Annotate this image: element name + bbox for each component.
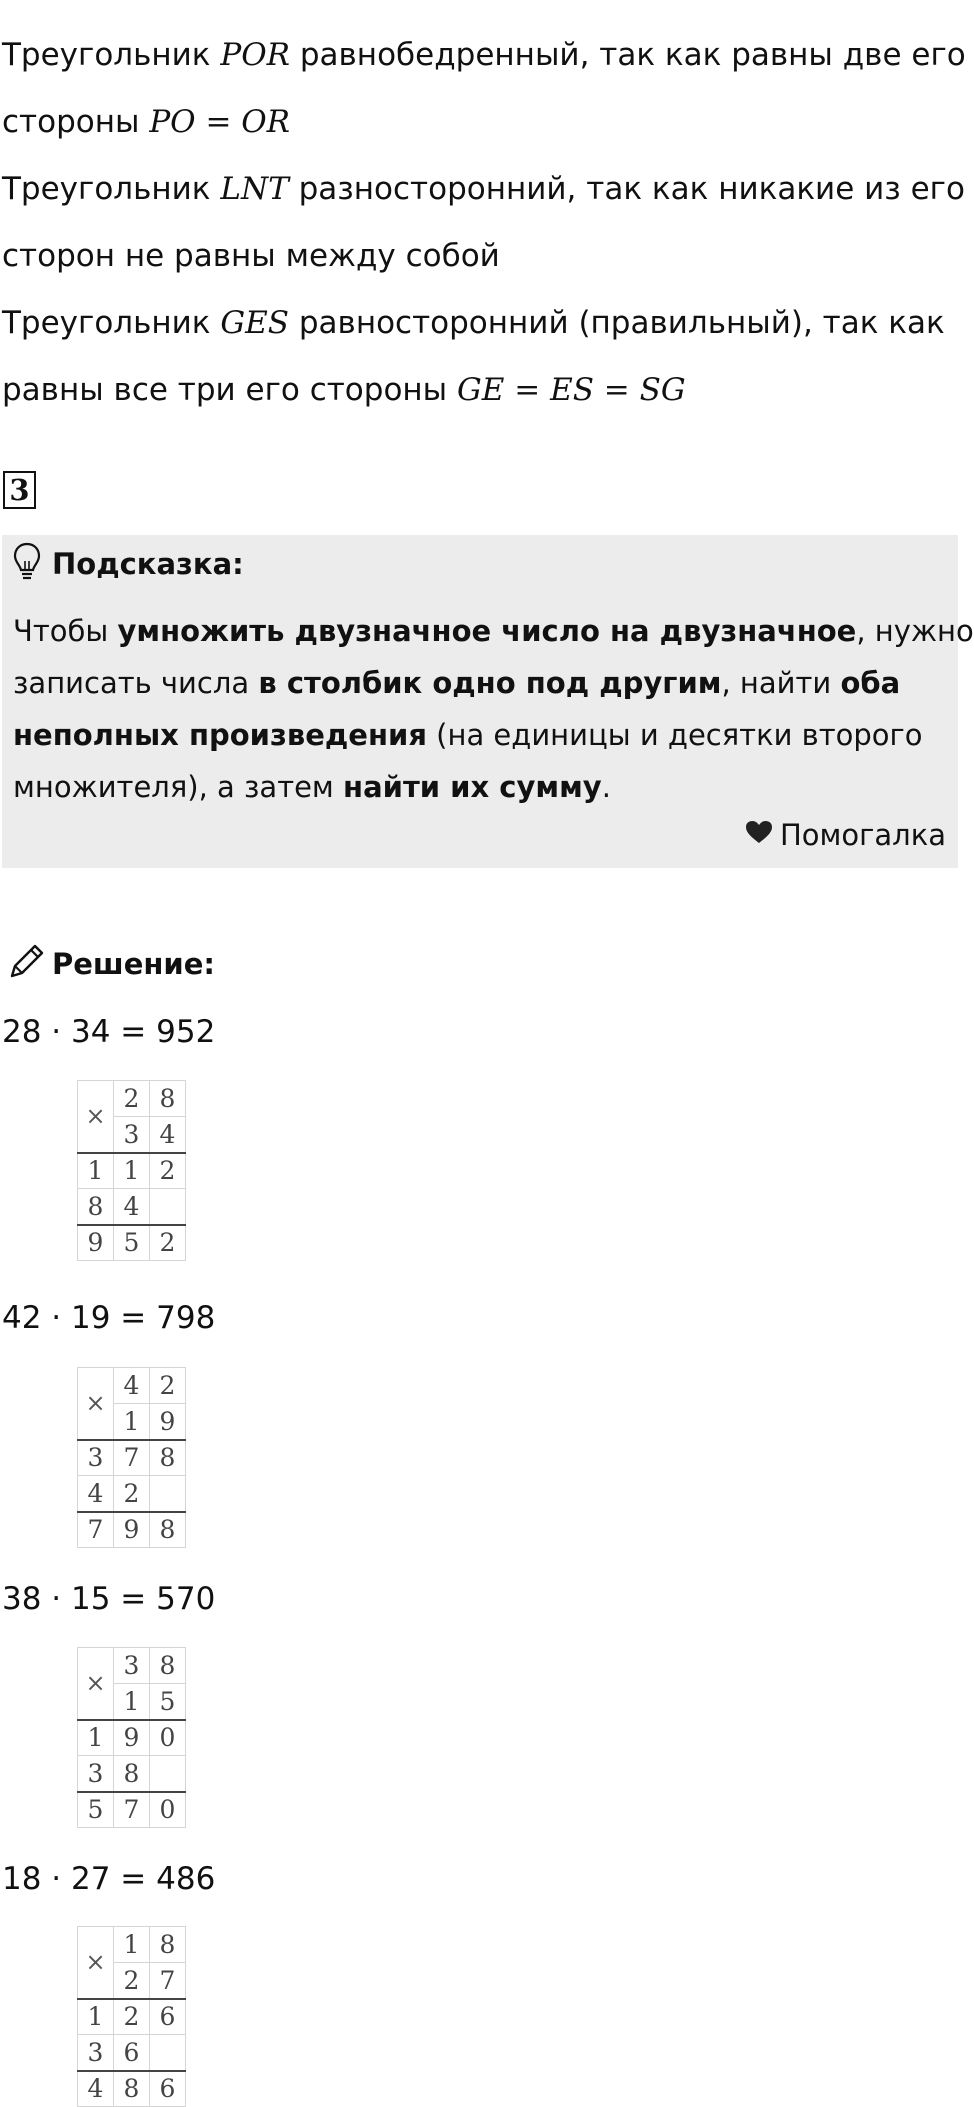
text: (на единицы и десятки второго: [426, 718, 923, 752]
digit-cell: [150, 1756, 186, 1792]
lightbulb-icon: [12, 541, 42, 587]
digit-cell: 8: [150, 1081, 186, 1117]
digit-cell: 9: [78, 1225, 114, 1261]
text: разносторонний, так как никакие из его: [288, 171, 965, 207]
equation: 28 · 34 = 952: [2, 1014, 216, 1050]
digit-cell: 2: [150, 1368, 186, 1404]
bold-text: умножить двузначное число на двузначное: [117, 614, 857, 648]
times-sign: ×: [78, 1648, 114, 1720]
digit-cell: 1: [114, 1404, 150, 1440]
digit-cell: 4: [114, 1368, 150, 1404]
text: .: [601, 770, 611, 804]
triangle-ges-line2: [2, 357, 952, 424]
multiplication-table: [77, 1080, 186, 1261]
digit-cell: 1: [114, 1684, 150, 1720]
pomogalka-label: Помогалка: [780, 818, 946, 852]
digit-cell: 4: [78, 1476, 114, 1512]
digit-cell: 6: [150, 2071, 186, 2107]
text: множителя), а затем: [13, 770, 344, 804]
digit-cell: 2: [114, 1081, 150, 1117]
digit-cell: 5: [78, 1792, 114, 1828]
multiplication-table: [77, 1647, 186, 1828]
bold-text: оба: [840, 666, 901, 700]
digit-cell: 1: [114, 1153, 150, 1189]
solution-header: [6, 942, 215, 986]
text: сторон не равны между собой: [2, 238, 500, 274]
digit-cell: 8: [114, 1756, 150, 1792]
digit-cell: 1: [78, 1153, 114, 1189]
triangle-name: LNT: [220, 171, 289, 207]
digit-cell: 5: [114, 1225, 150, 1261]
times-sign: ×: [78, 1927, 114, 1999]
pencil-icon: [6, 942, 46, 986]
digit-cell: 8: [150, 1512, 186, 1548]
digit-cell: 7: [114, 1440, 150, 1476]
times-sign: ×: [78, 1081, 114, 1153]
digit-cell: [150, 1476, 186, 1512]
bold-text: в столбик одно под другим: [258, 666, 722, 700]
digit-cell: 0: [150, 1720, 186, 1756]
digit-cell: [150, 2035, 186, 2071]
text: , нужно: [856, 614, 974, 648]
digit-cell: 2: [150, 1153, 186, 1189]
math-expression: GE = ES = SG: [457, 372, 686, 408]
triangle-ges-line1: [2, 290, 952, 357]
triangle-por-line2: [2, 89, 952, 156]
triangle-descriptions: [2, 22, 966, 424]
text: , найти: [721, 666, 841, 700]
text: равносторонний (правильный), так как: [289, 305, 945, 341]
text: Треугольник: [2, 171, 221, 207]
triangle-lnt-line1: [2, 156, 965, 223]
digit-cell: 2: [114, 1999, 150, 2035]
equation: 18 · 27 = 486: [2, 1861, 216, 1897]
triangle-name: GES: [220, 305, 290, 341]
digit-cell: 1: [114, 1927, 150, 1963]
text: стороны: [2, 104, 150, 140]
digit-cell: 3: [78, 1756, 114, 1792]
text: Треугольник: [2, 305, 221, 341]
text: Чтобы: [13, 614, 118, 648]
digit-cell: 7: [114, 1792, 150, 1828]
digit-cell: 6: [114, 2035, 150, 2071]
text: записать числа: [13, 666, 259, 700]
digit-cell: 9: [150, 1404, 186, 1440]
digit-cell: 5: [150, 1684, 186, 1720]
text: равны все три его стороны: [2, 372, 458, 408]
hint-header: [12, 541, 244, 587]
digit-cell: 8: [150, 1648, 186, 1684]
digit-cell: 9: [114, 1720, 150, 1756]
bold-text: найти их сумму: [343, 770, 602, 804]
digit-cell: 8: [78, 1189, 114, 1225]
digit-cell: 8: [150, 1440, 186, 1476]
triangle-lnt-line2: [2, 223, 952, 290]
digit-cell: 3: [114, 1117, 150, 1153]
digit-cell: 2: [114, 1963, 150, 1999]
digit-cell: 2: [150, 1225, 186, 1261]
digit-cell: 8: [114, 2071, 150, 2107]
digit-cell: 6: [150, 1999, 186, 2035]
triangle-por-line1: [2, 22, 966, 89]
equation: 38 · 15 = 570: [2, 1581, 216, 1617]
pomogalka-link[interactable]: [744, 818, 946, 852]
math-expression: PO = OR: [149, 104, 291, 140]
multiplication-table: [77, 1367, 186, 1548]
digit-cell: 3: [78, 1440, 114, 1476]
triangle-name: POR: [220, 37, 290, 73]
digit-cell: 7: [78, 1512, 114, 1548]
digit-cell: 9: [114, 1512, 150, 1548]
task-number: 3: [3, 471, 36, 509]
text: равнобедренный, так как равны две его: [290, 37, 966, 73]
solution-title: Решение:: [52, 947, 216, 981]
digit-cell: 4: [150, 1117, 186, 1153]
digit-cell: 8: [150, 1927, 186, 1963]
digit-cell: 4: [78, 2071, 114, 2107]
digit-cell: 7: [150, 1963, 186, 1999]
bold-text: неполных произведения: [13, 718, 427, 752]
digit-cell: 3: [114, 1648, 150, 1684]
digit-cell: 0: [150, 1792, 186, 1828]
hint-title: Подсказка:: [52, 547, 244, 581]
equation: 42 · 19 = 798: [2, 1300, 216, 1336]
hint-box: [2, 535, 974, 868]
hint-text: [13, 605, 974, 813]
digit-cell: 4: [114, 1189, 150, 1225]
times-sign: ×: [78, 1368, 114, 1440]
digit-cell: 2: [114, 1476, 150, 1512]
digit-cell: 1: [78, 1720, 114, 1756]
multiplication-table: [77, 1926, 186, 2107]
digit-cell: 3: [78, 2035, 114, 2071]
digit-cell: [150, 1189, 186, 1225]
heart-icon: [744, 818, 774, 852]
digit-cell: 1: [78, 1999, 114, 2035]
text: Треугольник: [2, 37, 221, 73]
